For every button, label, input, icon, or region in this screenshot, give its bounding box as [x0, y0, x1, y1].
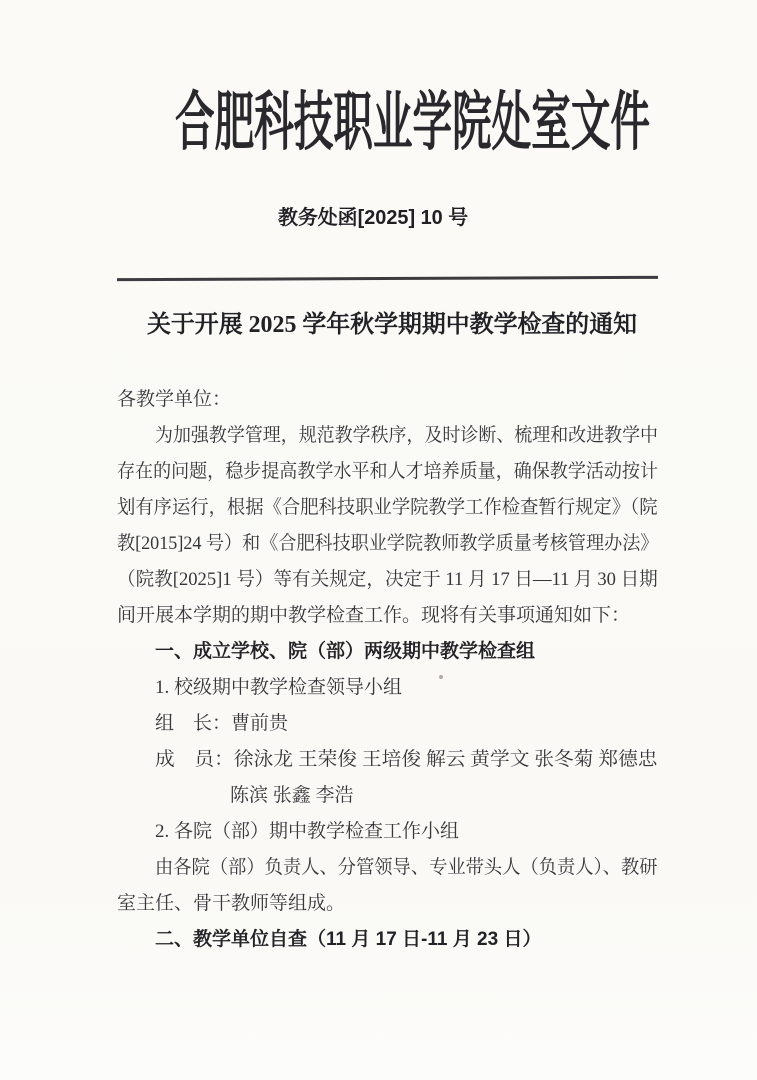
body-line-item-2: 2. 各院（部）期中教学检查工作小组	[155, 821, 460, 842]
body-line: 教[2015]24 号）和《合肥科技职业学院教师教学质量考核管理办法》	[117, 533, 659, 554]
doc-number: 教务处函[2025] 10 号	[278, 207, 469, 229]
body-line: （院教[2025]1 号）等有关规定，决定于 11 月 17 日—11 月 30 日期	[117, 569, 658, 590]
section-heading-2: 二、教学单位自查（11 月 17 日-11 月 23 日）	[155, 929, 542, 950]
body-line: 存在的问题，稳步提高教学水平和人才培养质量，确保教学活动按计	[117, 461, 659, 482]
body-line-members-cont: 陈滨 张鑫 李浩	[230, 785, 354, 806]
org-title: 合肥科技职业学院处室文件	[175, 87, 650, 158]
body-line: 为加强教学管理，规范教学秩序，及时诊断、梳理和改进教学中	[155, 425, 659, 446]
scan-speck	[439, 675, 443, 679]
body-line-item-1: 1. 校级期中教学检查领导小组	[155, 677, 403, 698]
notice-title: 关于开展 2025 学年秋学期期中教学检查的通知	[147, 312, 637, 338]
body-line: 室主任、骨干教师等组成。	[117, 893, 346, 914]
body-line-salutation: 各教学单位：	[117, 389, 232, 410]
section-heading-1: 一、成立学校、院（部）两级期中教学检查组	[155, 641, 536, 662]
body-line: 划有序运行，根据《合肥科技职业学院教学工作检查暂行规定》（院	[117, 497, 658, 518]
body-line-leader: 组 长：曹前贵	[155, 713, 289, 734]
body-line: 由各院（部）负责人、分管领导、专业带头人（负责人）、教研	[155, 857, 658, 878]
body-line-members: 成 员：徐泳龙 王荣俊 王培俊 解云 黄学文 张冬菊 郑德忠	[155, 749, 658, 770]
body-line: 间开展本学期的期中教学检查工作。现将有关事项通知如下：	[117, 605, 631, 626]
header-divider	[117, 276, 658, 281]
